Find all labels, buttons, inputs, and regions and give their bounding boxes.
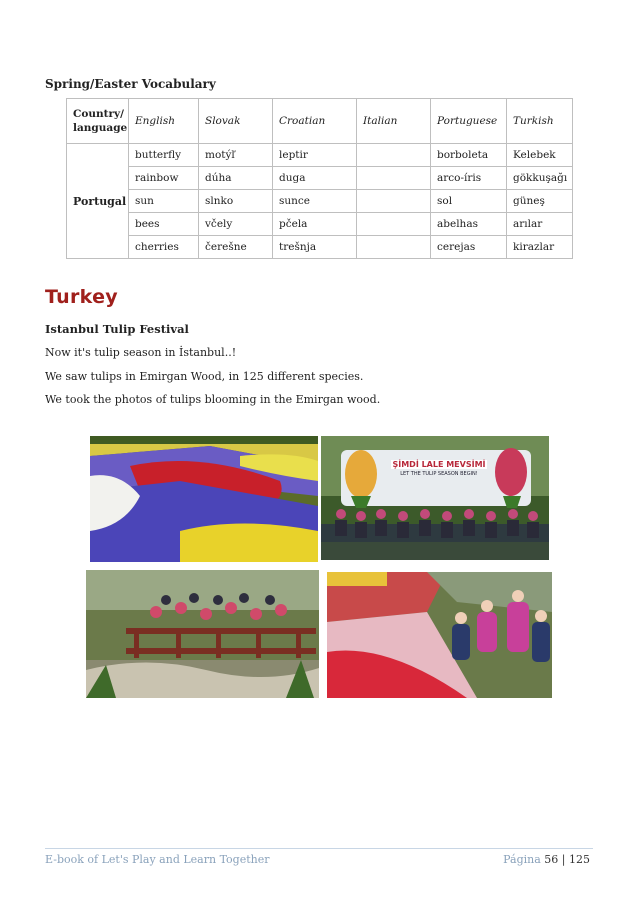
table-cell: gökkuşağı <box>507 167 573 190</box>
vocabulary-table <box>66 98 573 259</box>
tulip-beds-photo <box>90 436 318 562</box>
country-cell: Portugal <box>67 144 129 259</box>
table-cell: butterfly <box>129 144 199 167</box>
table-cell <box>357 144 431 167</box>
table-row <box>67 190 573 213</box>
table-cell: duga <box>273 167 357 190</box>
table-cell <box>357 236 431 259</box>
page-separator: | <box>561 853 566 866</box>
table-cell: leptir <box>273 144 357 167</box>
vocabulary-title: Spring/Easter Vocabulary <box>45 77 216 91</box>
table-cell: trešnja <box>273 236 357 259</box>
table-cell <box>357 167 431 190</box>
red-tulips-photo <box>327 572 552 698</box>
table-row <box>67 167 573 190</box>
footer-divider <box>45 848 593 849</box>
section-subheading: Istanbul Tulip Festival <box>45 322 189 336</box>
table-cell: cerejas <box>431 236 507 259</box>
table-cell: cherries <box>129 236 199 259</box>
header-country: Country/ language <box>67 99 129 144</box>
table-cell: sunce <box>273 190 357 213</box>
table-cell: sol <box>431 190 507 213</box>
table-cell: včely <box>199 213 273 236</box>
table-header-row <box>67 99 573 144</box>
banner-title: ŞİMDİ LALE MEVSİMİ <box>392 460 486 469</box>
table-cell: bees <box>129 213 199 236</box>
page-current: 56 <box>544 853 559 866</box>
table-cell <box>357 213 431 236</box>
paragraph-line: Now it's tulip season in İstanbul..! <box>45 346 237 359</box>
paragraph-line: We took the photos of tulips blooming in the Emirgan wood. <box>45 393 381 406</box>
page-total: 125 <box>569 853 590 866</box>
table-cell: slnko <box>199 190 273 213</box>
table-cell: rainbow <box>129 167 199 190</box>
table-row <box>67 213 573 236</box>
header-italian: Italian <box>357 99 431 144</box>
table-cell: Kelebek <box>507 144 573 167</box>
header-portuguese: Portuguese <box>431 99 507 144</box>
table-cell: kirazlar <box>507 236 573 259</box>
table-cell: dúha <box>199 167 273 190</box>
page-label: Página <box>503 853 541 866</box>
header-croatian: Croatian <box>273 99 357 144</box>
table-row <box>67 236 573 259</box>
table-cell: pčela <box>273 213 357 236</box>
table-cell: abelhas <box>431 213 507 236</box>
section-heading: Turkey <box>45 286 118 308</box>
table-cell <box>357 190 431 213</box>
header-slovak: Slovak <box>199 99 273 144</box>
group-banner-photo <box>321 436 549 560</box>
table-row <box>67 144 573 167</box>
footer-page-number <box>503 853 590 866</box>
banner-subtitle: LET THE TULIP SEASON BEGIN! <box>400 471 478 477</box>
footer-book-title: E-book of Let's Play and Learn Together <box>45 853 270 866</box>
table-cell: güneş <box>507 190 573 213</box>
table-cell: sun <box>129 190 199 213</box>
paragraph-line: We saw tulips in Emirgan Wood, in 125 different species. <box>45 370 364 383</box>
table-cell: borboleta <box>431 144 507 167</box>
table-cell: arco-íris <box>431 167 507 190</box>
table-cell: motýľ <box>199 144 273 167</box>
table-cell: arılar <box>507 213 573 236</box>
header-english: English <box>129 99 199 144</box>
bridge-photo <box>86 570 319 698</box>
table-cell: čerešne <box>199 236 273 259</box>
header-turkish: Turkish <box>507 99 573 144</box>
